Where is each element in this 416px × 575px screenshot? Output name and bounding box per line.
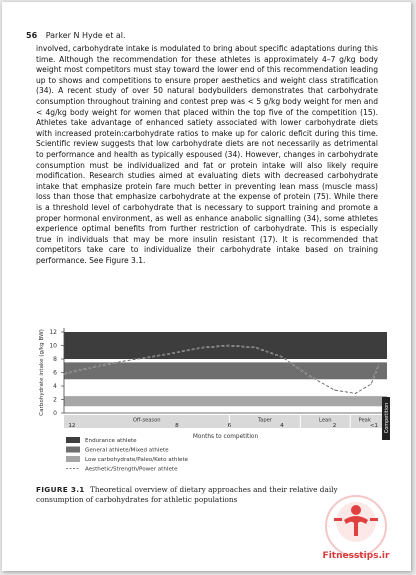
x-tick-label: <1 <box>369 423 378 429</box>
legend-label: Endurance athlete <box>85 438 137 444</box>
figure-caption-text: Theoretical overview of dietary approaches and their relative daily consumption of carbohydrates for athletic populations <box>36 485 338 504</box>
watermark-text: Fitnesstips.ir <box>322 551 390 561</box>
figure-chart <box>2 2 411 482</box>
legend-label: Low carbohydrate/Paleo/Keto athlete <box>85 457 189 463</box>
y-tick-label: 0 <box>53 410 57 418</box>
series-point <box>150 356 151 357</box>
legend-swatch <box>66 437 80 443</box>
figure-label: FIGURE 3.1 <box>36 485 85 494</box>
chart-band-2 <box>64 362 387 379</box>
legend-swatch <box>66 447 80 453</box>
legend-swatch <box>66 456 80 462</box>
y-tick-label: 8 <box>53 356 57 364</box>
x-tick-label: 8 <box>175 423 179 429</box>
series-point <box>308 375 309 376</box>
phase-strip <box>64 415 387 428</box>
series-point <box>203 347 204 348</box>
series-point <box>371 383 372 384</box>
x-tick-label: 4 <box>280 423 284 429</box>
chart-band-3 <box>64 396 387 406</box>
phase-label: Lean <box>319 417 332 424</box>
watermark-logo <box>320 490 392 568</box>
series-point <box>355 393 356 394</box>
x-tick-label: 12 <box>68 423 76 429</box>
series-point <box>229 345 230 346</box>
phase-label: Peak <box>358 417 371 424</box>
phase-label: Off-season <box>132 417 161 424</box>
series-point <box>98 365 99 366</box>
legend-label: General athlete/Mixed athlete <box>85 447 169 454</box>
y-tick-label: 6 <box>53 369 57 377</box>
legend-label: Aesthetic/Strength/Power athlete <box>85 466 178 473</box>
phase-label: Taper <box>257 417 272 424</box>
running-author: Parker N Hyde et al. <box>45 31 126 40</box>
x-tick-label: 2 <box>332 423 337 429</box>
series-point <box>281 356 282 357</box>
x-axis-label: Months to competition <box>192 434 259 440</box>
series-point <box>255 347 256 348</box>
y-axis-label: Carbohydrate intake (g/kg BW) <box>39 329 45 416</box>
y-tick-label: 2 <box>53 396 57 404</box>
series-point <box>379 363 380 364</box>
body-paragraph: involved, carbohydrate intake is modulated to bring about specific adaptations during this time. Although the recommendation for these athletes is approximately 4–7 g/kg body weight most competitors must stay toward the lower end of this recommendation leading up to shows and competitions to ensure proper aesthetics and weight class stratification (34). A recent study of over 50 natural bodybuilders demonstrates that carbohydrate consumption throughout training and contest prep was < 5 g/kg body weight for men and < 4g/kg body weight for women that placed within the top five of the competition (15). Athletes take advantage of enhanced satiety associated with lower carbohydrate diets with increased protein:carbohydrate ratios to make up for caloric deficit during this time. Scientific review suggests that low carbohydrate diets are not necessarily as detrimental to performance and health as typically espoused (34). However, changes in carbohydrate consumption must be individualized and fat or protein intake will also likely require modification. Research studies aimed at evaluating diets with decreased carbohydrate intake that emphasize protein fare much better in preventing lean mass (muscle mass) loss than those that emphasize carbohydrate at the expense of protein (75). While there is a threshold level of carbohydrate that is necessary to support training and promote a proper hormonal environment, as well as enhance anabolic signalling (34), some athletes experience optimal benefits from further restriction of carbohydrate. This is especially true in individuals that may be more insulin resistant (17). It is recommended that competitors take care to individualize their carbohydrate intake based on training performance. See Figure 3.1. <box>36 44 378 265</box>
series-point <box>124 361 125 362</box>
series-point <box>176 352 177 353</box>
series-point <box>64 373 65 374</box>
chart-band-1 <box>64 332 387 359</box>
series-point <box>334 390 335 391</box>
page-number: 56 <box>26 31 38 40</box>
x-tick-label: 6 <box>227 423 232 429</box>
y-tick-label: 4 <box>53 383 57 391</box>
book-page <box>2 2 411 571</box>
competition-label: Competition <box>384 402 390 434</box>
y-tick-label: 10 <box>49 342 57 350</box>
y-tick-label: 12 <box>49 329 57 337</box>
